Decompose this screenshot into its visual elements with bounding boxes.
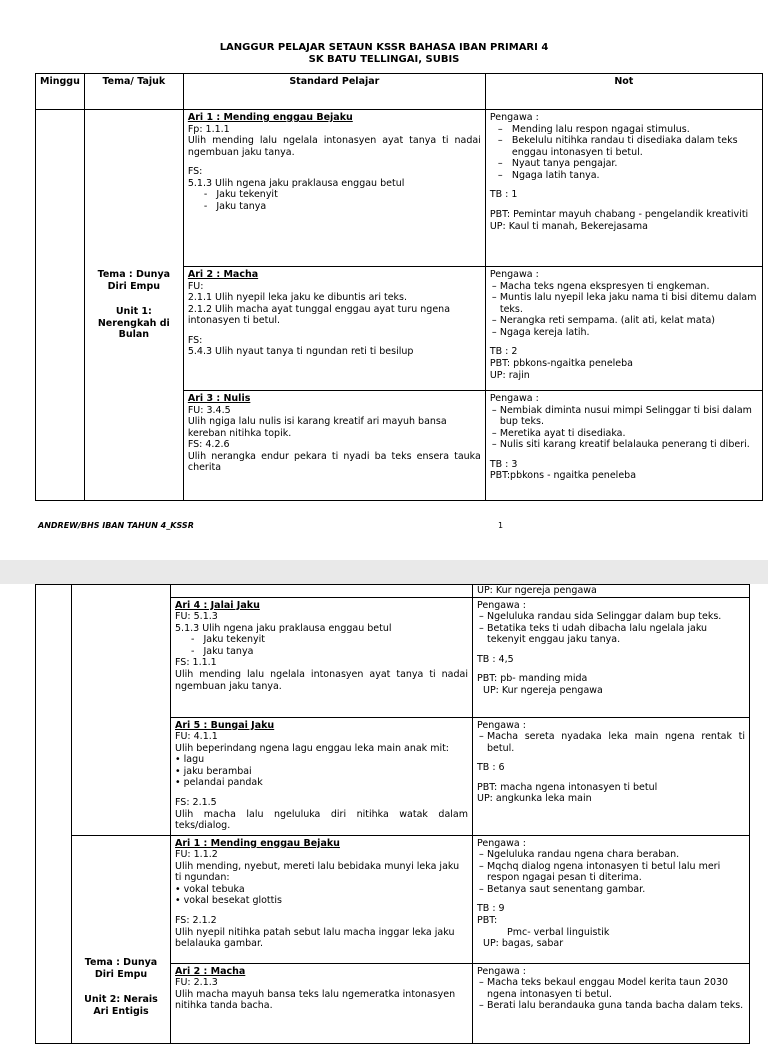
week-cell — [36, 585, 72, 1044]
lesson-heading: Ari 2 : Macha — [187, 269, 259, 280]
std-line: 5.1.3 Ulih ngena jaku praklausa enggau betul — [187, 177, 405, 189]
header-standard: Standard Pelajar — [183, 74, 485, 110]
lesson-heading: Ari 1 : Mending enggau Bejaku — [187, 112, 353, 123]
std-bullets — [175, 754, 468, 789]
std-line: FS: 2.1.2 — [175, 915, 217, 927]
std-line: FS: 1.1.1 — [175, 657, 217, 669]
note-intro: Pengawa : — [477, 965, 526, 977]
list-item: – Ngaga latih tanya. — [490, 170, 758, 182]
list-item: – Ngaga kereja latih. — [490, 327, 758, 339]
standard-cell — [171, 835, 473, 963]
tb-label: TB : 6 — [477, 762, 505, 774]
tb-label: TB : 4,5 — [477, 653, 514, 665]
pbt-label: PBT: pb- manding mida — [477, 673, 588, 685]
lesson-heading: Ari 3 : Nulis — [187, 393, 251, 404]
std-line: 5.4.3 Ulih nyaut tanya ti ngundan reti ti besilup — [187, 346, 414, 358]
list-item: - Jaku tekenyit — [191, 634, 468, 646]
lesson-heading: Ari 5 : Bungai Jaku — [175, 719, 275, 731]
header-tema: Tema/ Tajuk — [84, 74, 183, 110]
std-line: FU: — [187, 280, 204, 292]
pbt-detail: Pmc- verbal linguistik — [507, 926, 610, 938]
std-line: Ulih mending lalu ngelala intonasyen ayat tanya ti nadai ngembuan jaku tanya. — [175, 669, 468, 692]
lesson-heading: Ari 4 : Jalai Jaku — [175, 599, 260, 611]
std-line: FU: 3.4.5 — [187, 404, 231, 416]
note-intro: Pengawa : — [489, 112, 539, 123]
list-item: - Jaku tekenyit — [204, 189, 481, 201]
std-line: Fp: 1.1.1 — [187, 123, 230, 135]
std-line: Ulih nerangka endur pekara ti nyadi ba teks ensera tauka cherita — [187, 450, 481, 474]
lesson-heading: Ari 2 : Macha — [175, 965, 246, 977]
pbt-label: PBT: Pemintar mayuh chabang - pengelandik kreativiti — [489, 209, 749, 221]
note-cell — [473, 835, 750, 963]
std-line: Ulih beperindang ngena lagu enggau leka main anak mit: — [175, 742, 450, 754]
tb-label: TB : 2 — [489, 346, 518, 358]
std-sublist — [188, 189, 481, 212]
note-intro: Pengawa : — [477, 719, 526, 731]
std-line: FS: 4.2.6 — [187, 439, 230, 451]
standard-cell-empty — [171, 585, 473, 598]
note-cell — [485, 267, 762, 391]
theme-title: Tema : Dunya Diri Empu — [84, 956, 158, 980]
tb-label: TB : 1 — [489, 189, 518, 201]
up-label: UP: Kaul ti manah, Bekerejasama — [489, 220, 648, 232]
std-line: FU: 2.1.3 — [175, 977, 218, 989]
std-line: FU: 5.1.3 — [175, 611, 218, 623]
school-name: SK BATU TELLINGAI, SUBIS — [308, 54, 460, 65]
std-line: Ulih mending, nyebut, mereti lalu bebidaka munyi leka jaku ti ngundan: — [175, 860, 460, 884]
theme-title: Tema : Dunya Diri Empu — [97, 269, 171, 292]
note-list — [490, 124, 758, 182]
list-item: • jaku berambai — [175, 766, 468, 778]
table-row — [36, 110, 763, 267]
list-item: • vokal besekat glottis — [175, 895, 468, 907]
std-line: 2.1.2 Ulih macha ayat tunggal enggau ayat turu ngena intonasyen ti betul. — [187, 303, 451, 327]
list-item: – Bekelulu nitihka randau ti disediaka dalam teks enggau intonasyen ti betul. — [490, 135, 758, 158]
list-item: • lagu — [175, 754, 468, 766]
pbt-label: PBT: macha ngena intonasyen ti betul — [477, 781, 658, 793]
list-item: – Meretika ayat ti disediaka. — [490, 428, 758, 440]
note-intro: Pengawa : — [477, 837, 526, 849]
up-label: UP: bagas, sabar — [483, 938, 564, 950]
note-intro: Pengawa : — [489, 393, 539, 404]
tb-label: TB : 3 — [489, 458, 518, 470]
standard-cell — [183, 391, 485, 501]
theme-cell — [84, 110, 183, 501]
up-label: UP: Kur ngereja pengawa — [483, 685, 603, 697]
note-cell — [473, 597, 750, 717]
list-item: – Nerangka reti sempama. (alit ati, kelat mata) — [490, 315, 758, 327]
standard-cell — [183, 267, 485, 391]
up-label: UP: angkunka leka main — [477, 793, 592, 805]
std-bullets — [175, 884, 468, 907]
pbt-label: PBT: — [477, 915, 498, 927]
note-list — [477, 977, 745, 1012]
std-line: Ulih mending lalu ngelala intonasyen ayat tanya ti nadai ngembuan jaku tanya. — [187, 135, 481, 158]
note-cell — [473, 585, 750, 598]
list-item: – Nembiak diminta nusui mimpi Selinggar ti bisi dalam bup teks. — [490, 405, 758, 428]
header-not: Not — [485, 74, 762, 110]
std-line: Ulih ngiga lalu nulis isi karang kreatif ari mayuh bansa kereban nitihka topik. — [187, 416, 447, 439]
lesson-heading: Ari 1 : Mending enggau Bejaku — [175, 837, 340, 849]
unit-title: Unit 2: Nerais Ari Entigis — [84, 994, 158, 1017]
std-line: FU: 4.1.1 — [175, 731, 218, 743]
list-item: – Muntis lalu nyepil leka jaku nama ti bisi ditemu dalam teks. — [490, 292, 758, 315]
list-item: - Jaku tanya — [191, 646, 468, 658]
note-cell — [485, 391, 762, 501]
list-item: – Nulis siti karang kreatif belalauka penerang ti diberi. — [490, 439, 758, 451]
theme-cell — [72, 835, 171, 1043]
page-number: 1 — [498, 521, 504, 530]
list-item: • pelandai pandak — [175, 777, 468, 789]
header-minggu: Minggu — [36, 74, 85, 110]
std-line: 2.1.1 Ulih nyepil leka jaku ke dibuntis ari teks. — [187, 292, 408, 304]
pbt-label: PBT:pbkons - ngaitka peneleba — [489, 470, 637, 482]
list-item: • vokal tebuka — [175, 884, 468, 896]
lesson-table-page-2 — [35, 584, 750, 1044]
theme-cell-empty — [72, 585, 171, 836]
up-label: UP: rajin — [489, 369, 530, 381]
table-row — [36, 835, 750, 963]
std-line: 5.1.3 Ulih ngena jaku praklausa enggau betul — [175, 622, 392, 634]
list-item: – Betanya saut senentang gambar. — [477, 884, 745, 896]
note-list — [477, 849, 745, 895]
note-cell — [473, 963, 750, 1043]
document-title: LANGGUR PELAJAR SETAUN KSSR BAHASA IBAN PRIMARI 4 — [219, 42, 549, 53]
list-item: – Mending lalu respon ngagai stimulus. — [490, 124, 758, 136]
note-list — [477, 731, 745, 754]
note-list — [490, 405, 758, 451]
page-gap — [0, 560, 768, 584]
standard-cell — [171, 597, 473, 717]
standard-cell — [171, 963, 473, 1043]
list-item: – Macha teks ngena ekspresyen ti engkeman. — [490, 281, 758, 293]
note-list — [490, 281, 758, 339]
standard-cell — [183, 110, 485, 267]
std-line: Ulih nyepil nitihka patah sebut lalu macha inggar leka jaku belalauka gambar. — [175, 926, 455, 950]
std-sublist — [175, 634, 468, 657]
table-header-row — [36, 74, 763, 110]
list-item: – Nyaut tanya pengajar. — [490, 158, 758, 170]
tb-label: TB : 9 — [477, 903, 505, 915]
note-intro: Pengawa : — [477, 599, 526, 611]
week-cell — [36, 110, 85, 501]
std-line: FS: — [187, 334, 203, 346]
list-item: – Mqchq dialog ngena intonasyen ti betul lalu meri respon ngagai pesan ti diterima. — [477, 861, 745, 884]
note-list — [477, 611, 745, 646]
std-line: FU: 1.1.2 — [175, 849, 218, 861]
lesson-table-page-1 — [35, 73, 763, 501]
up-label: UP: Kur ngereja pengawa — [477, 585, 597, 596]
page-2 — [0, 584, 768, 1024]
std-line: FS: 2.1.5 — [175, 797, 217, 809]
std-line: FS: — [187, 166, 203, 178]
standard-cell — [171, 717, 473, 835]
pbt-label: PBT: pbkons-ngaitka peneleba — [489, 358, 633, 370]
footer-author: ANDREW/BHS IBAN TAHUN 4_KSSR — [38, 521, 194, 530]
list-item: – Ngeluluka randau sida Selinggar dalam bup teks. — [477, 611, 745, 623]
std-line: Ulih macha lalu ngeluluka diri nitihka watak dalam teks/dialog. — [175, 808, 468, 832]
note-cell — [485, 110, 762, 267]
unit-title: Unit 1: Nerengkah di Bulan — [97, 306, 170, 341]
table-row — [36, 585, 750, 598]
note-intro: Pengawa : — [489, 269, 539, 280]
list-item: – Ngeluluka randau ngena chara beraban. — [477, 849, 745, 861]
note-cell — [473, 717, 750, 835]
list-item: – Macha sereta nyadaka leka main ngena rentak ti betul. — [477, 731, 745, 754]
list-item: – Berati lalu berandauka guna tanda bacha dalam teks. — [477, 1000, 745, 1012]
list-item: - Jaku tanya — [204, 201, 481, 213]
list-item: – Betatika teks ti udah dibacha lalu ngelala jaku tekenyit enggau jaku tanya. — [477, 623, 745, 646]
list-item: – Macha teks bekaul enggau Model kerita taun 2030 ngena intonasyen ti betul. — [477, 977, 745, 1000]
std-line: Ulih macha mayuh bansa teks lalu ngemeratka intonasyen nitihka tanda bacha. — [175, 988, 456, 1012]
